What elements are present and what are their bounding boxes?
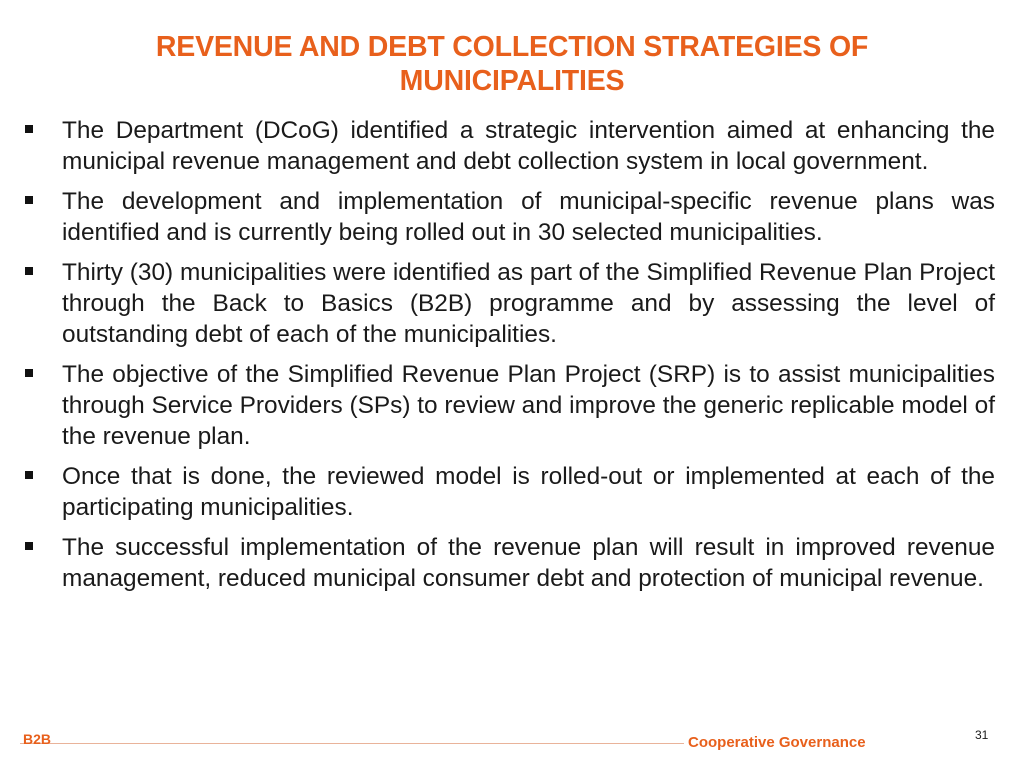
bullet-text: Thirty (30) municipalities were identified as part of the Simplified Revenue Plan Project through the Back to Basics (B2B) programme and by assessing the level of outstanding debt of each of the municipalities. [62,259,995,348]
square-bullet-icon [25,542,33,550]
footer-b2b-label: B2B [23,731,52,747]
square-bullet-icon [25,267,33,275]
footer-divider [20,743,684,744]
bullet-text: The Department (DCoG) identified a strategic intervention aimed at enhancing the municipal revenue management and debt collection system in local government. [62,117,995,175]
bullet-item [20,359,995,452]
bullet-list [20,115,995,603]
slide-title: REVENUE AND DEBT COLLECTION STRATEGIES OF MUNICIPALITIES [155,31,869,97]
bullet-text: The objective of the Simplified Revenue Plan Project (SRP) is to assist municipalities through Service Providers (SPs) to review and improve the generic replicable model of the revenue plan. [62,361,995,450]
bullet-text: Once that is done, the reviewed model is rolled-out or implemented at each of the participating municipalities. [62,463,995,521]
bullet-item [20,461,995,523]
bullet-text: The development and implementation of municipal-specific revenue plans was identified and is currently being rolled out in 30 selected municipalities. [62,188,995,246]
bullet-item [20,532,995,594]
bullet-item [20,186,995,248]
bullet-item [20,257,995,350]
page-number: 31 [975,728,989,742]
square-bullet-icon [25,196,33,204]
square-bullet-icon [25,125,33,133]
footer-brand-label: Cooperative Governance [688,734,866,751]
square-bullet-icon [25,369,33,377]
square-bullet-icon [25,471,33,479]
bullet-text: The successful implementation of the revenue plan will result in improved revenue management, reduced municipal consumer debt and protection of municipal revenue. [62,534,995,592]
bullet-item [20,115,995,177]
